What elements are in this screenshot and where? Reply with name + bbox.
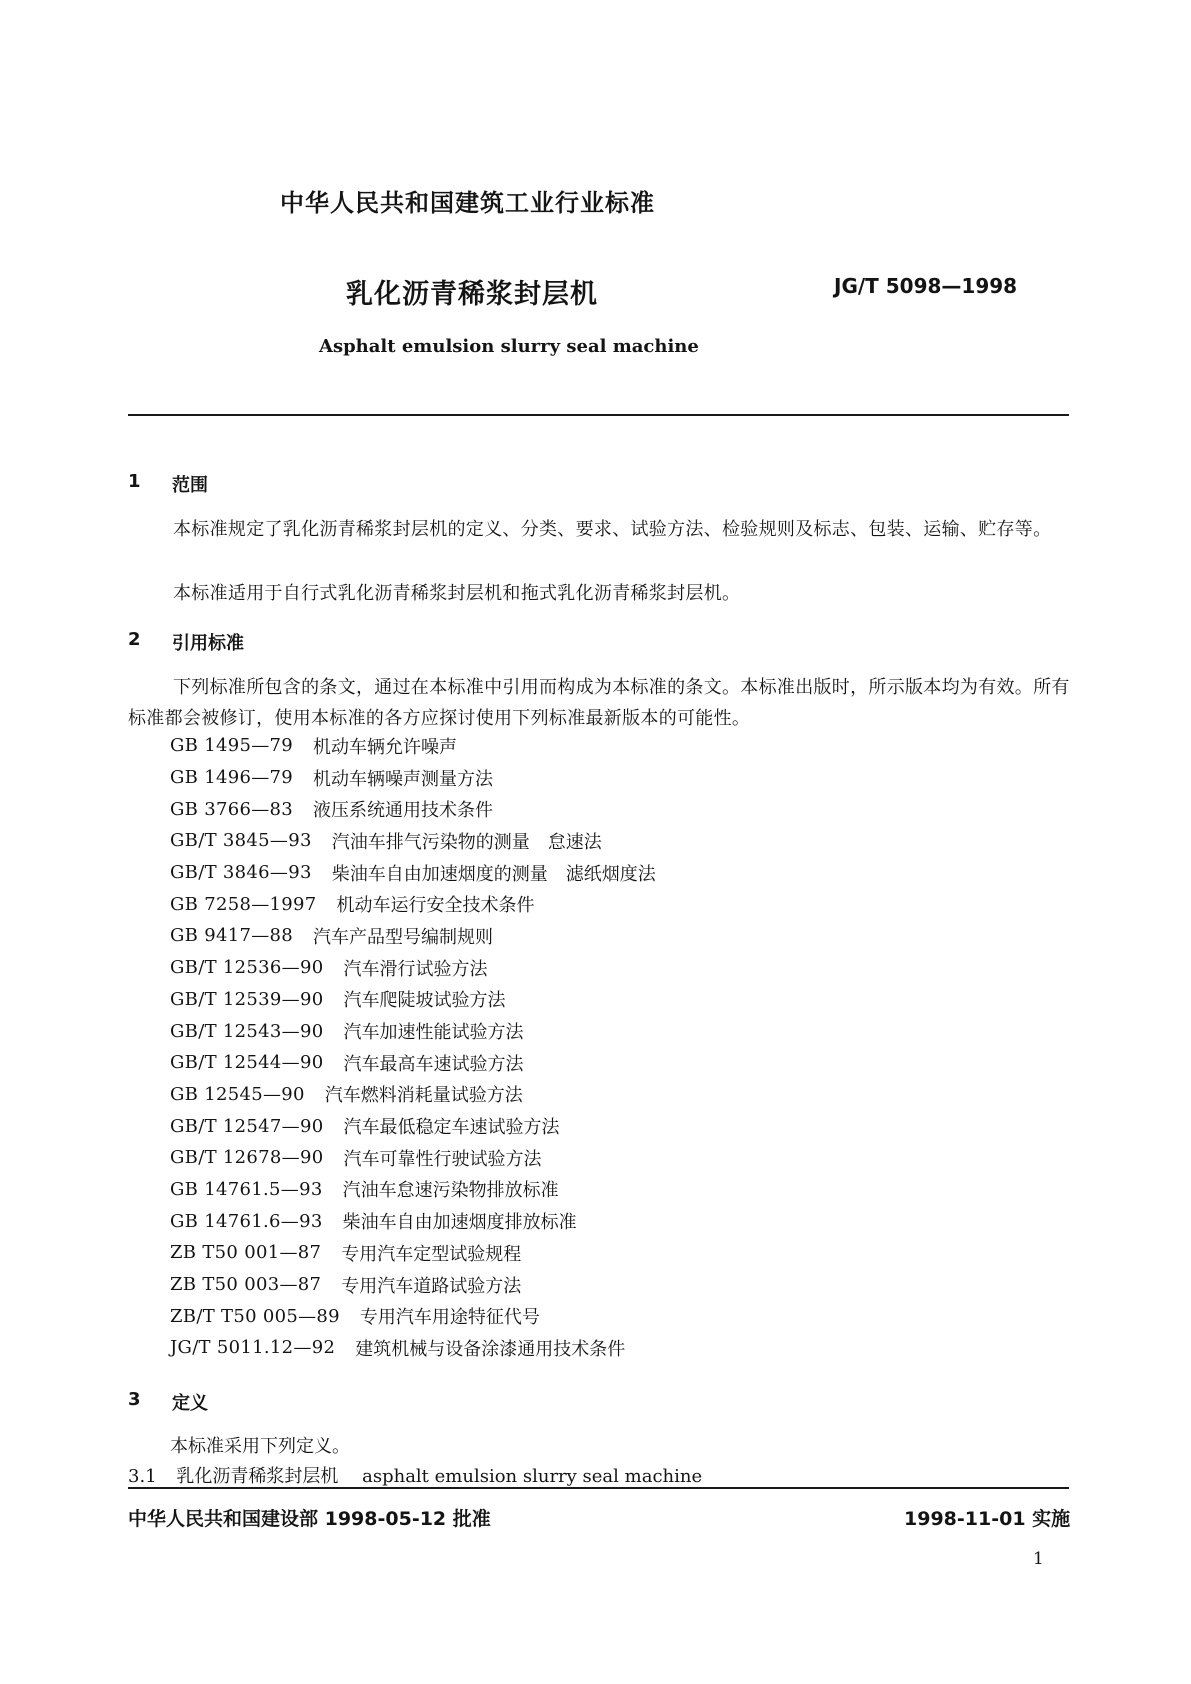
reference-item: [170, 1237, 656, 1269]
section-3-title: 定义: [172, 1393, 208, 1414]
reference-code: GB 3766—83: [170, 798, 294, 820]
reference-item: [170, 1269, 656, 1301]
section-2-intro: 下列标准所包含的条文，通过在本标准中引用而构成为本标准的条文。本标准出版时，所示版本均为有效。所有标准都会被修订，使用本标准的各方应探讨使用下列标准最新版本的可能性。: [128, 677, 1070, 729]
reference-code: ZB T50 001—87: [170, 1242, 322, 1264]
reference-item: [170, 1110, 656, 1142]
issuing-body-title: 中华人民共和国建筑工业行业标准: [280, 189, 655, 217]
reference-item: [170, 825, 656, 857]
standard-code: JG/T 5098—1998: [834, 274, 1018, 298]
reference-title: 汽车可靠性行驶试验方法: [343, 1148, 542, 1170]
reference-item: [170, 1015, 656, 1047]
reference-code: GB/T 12539—90: [170, 988, 324, 1010]
approval-line: 中华人民共和国建设部 1998-05-12 批准: [128, 1508, 491, 1530]
page-number: 1: [1033, 1549, 1044, 1569]
reference-title: 汽车最低稳定车速试验方法: [343, 1117, 560, 1139]
reference-title: 机动车辆噪声测量方法: [313, 768, 494, 790]
reference-code: ZB/T T50 005—89: [170, 1305, 340, 1327]
reference-code: GB 9417—88: [170, 925, 294, 947]
reference-title: 建筑机械与设备涂漆通用技术条件: [355, 1338, 626, 1360]
reference-code: GB/T 12547—90: [170, 1115, 324, 1137]
reference-title: 柴油车自由加速烟度的测量 滤纸烟度法: [331, 863, 656, 885]
reference-code: GB 7258—1997: [170, 893, 317, 915]
effective-date: 1998-11-01 实施: [904, 1508, 1071, 1530]
reference-code: GB/T 12536—90: [170, 957, 324, 979]
reference-title: 汽车加速性能试验方法: [343, 1022, 524, 1044]
reference-code: GB/T 12544—90: [170, 1052, 324, 1074]
reference-title: 专用汽车用途特征代号: [359, 1307, 540, 1329]
document-title: 乳化沥青稀浆封层机: [346, 279, 598, 310]
reference-title: 机动车辆允许噪声: [313, 736, 458, 758]
reference-title: 汽油车排气污染物的测量 怠速法: [331, 831, 602, 853]
reference-title: 专用汽车定型试验规程: [341, 1243, 522, 1265]
reference-item: [170, 1300, 656, 1332]
section-1-title: 范围: [172, 475, 208, 496]
section-1-paragraph-2: 本标准适用于自行式乳化沥青稀浆封层机和拖式乳化沥青稀浆封层机。: [173, 583, 741, 604]
reference-title: 液压系统通用技术条件: [313, 800, 494, 822]
reference-item: [170, 888, 656, 920]
subsection-title-en: asphalt emulsion slurry seal machine: [362, 1466, 703, 1487]
reference-title: 专用汽车道路试验方法: [341, 1275, 522, 1297]
reference-title: 汽车最高车速试验方法: [343, 1053, 524, 1075]
reference-item: [170, 1174, 656, 1206]
reference-code: GB 1496—79: [170, 767, 294, 789]
reference-code: GB 14761.5—93: [170, 1178, 323, 1200]
reference-list: [170, 730, 656, 1364]
reference-title: 汽车滑行试验方法: [343, 958, 488, 980]
reference-title: 汽油车怠速污染物排放标准: [342, 1180, 559, 1202]
reference-code: GB 1495—79: [170, 735, 294, 757]
section-3-intro: 本标准采用下列定义。: [170, 1436, 350, 1457]
reference-code: ZB T50 003—87: [170, 1274, 322, 1296]
reference-code: GB/T 3845—93: [170, 830, 312, 852]
reference-item: [170, 762, 656, 794]
reference-item: [170, 730, 656, 762]
subsection-number: 3.1: [128, 1466, 157, 1487]
reference-item: [170, 1047, 656, 1079]
section-2-title: 引用标准: [172, 633, 244, 654]
reference-code: GB 12545—90: [170, 1083, 305, 1105]
header-divider: [128, 414, 1069, 416]
section-3-number: 3: [128, 1389, 141, 1410]
reference-title: 汽车产品型号编制规则: [313, 926, 494, 948]
subsection-title-cn: 乳化沥青稀浆封层机: [176, 1466, 339, 1487]
reference-item: [170, 952, 656, 984]
reference-code: GB/T 3846—93: [170, 862, 312, 884]
reference-title: 机动车运行安全技术条件: [336, 895, 535, 917]
reference-item: [170, 857, 656, 889]
section-1-number: 1: [128, 471, 141, 492]
reference-title: 柴油车自由加速烟度排放标准: [342, 1212, 577, 1234]
reference-code: GB 14761.6—93: [170, 1210, 323, 1232]
reference-item: [170, 1205, 656, 1237]
reference-code: GB/T 12678—90: [170, 1147, 324, 1169]
reference-item: [170, 1079, 656, 1111]
english-title: Asphalt emulsion slurry seal machine: [319, 336, 699, 357]
footer-divider: [128, 1487, 1069, 1489]
reference-title: 汽车爬陡坡试验方法: [343, 990, 506, 1012]
subsection-3-1-heading: [128, 1462, 702, 1488]
reference-item: [170, 920, 656, 952]
reference-item: [170, 793, 656, 825]
reference-item: [170, 1142, 656, 1174]
reference-code: GB/T 12543—90: [170, 1020, 324, 1042]
section-1-paragraph-1: 本标准规定了乳化沥青稀浆封层机的定义、分类、要求、试验方法、检验规则及标志、包装、运输、贮存等。: [173, 519, 1052, 540]
section-2-number: 2: [128, 629, 141, 650]
reference-item: [170, 984, 656, 1016]
reference-code: JG/T 5011.12—92: [170, 1337, 336, 1359]
reference-title: 汽车燃料消耗量试验方法: [324, 1085, 523, 1107]
reference-item: [170, 1332, 656, 1364]
